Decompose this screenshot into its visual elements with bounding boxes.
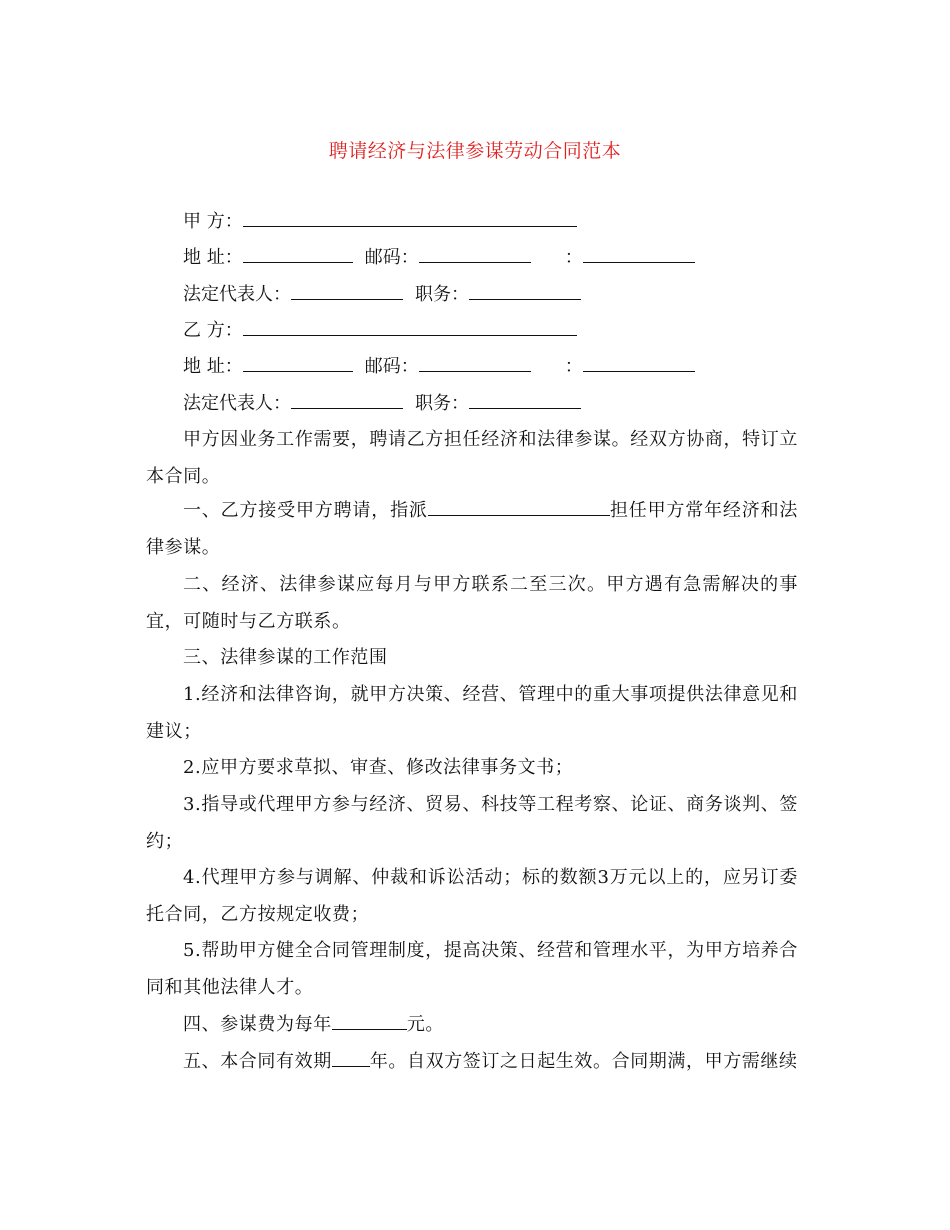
party-b-address-blank[interactable] (243, 355, 353, 372)
clause-1-blank[interactable] (428, 499, 610, 516)
party-b-phone-colon: ： (564, 356, 583, 377)
party-a-label: 甲 方： (183, 211, 243, 232)
clause-1 (146, 492, 798, 566)
clause-1-before: 一、乙方接受甲方聘请，指派 (183, 500, 428, 521)
party-b-label: 乙 方： (183, 320, 243, 341)
clause-5-blank[interactable] (332, 1050, 370, 1067)
party-b-position-blank[interactable] (469, 392, 581, 409)
clause-4-before: 四、参谋费为每年 (183, 1014, 332, 1035)
party-a-rep-row (183, 283, 581, 306)
party-a-phone-blank[interactable] (583, 246, 695, 263)
clause-1-after: 担任甲方常年经济和法律参谋。 (146, 500, 798, 558)
party-b-address-label: 地 址： (183, 356, 243, 377)
party-a-rep-label: 法定代表人： (183, 284, 291, 305)
clause-5-before: 五、本合同有效期 (183, 1051, 332, 1072)
scope-item-3: 3.指导或代理甲方参与经济、贸易、科技等工程考察、论证、商务谈判、签约； (146, 794, 798, 852)
party-b-postcode-blank[interactable] (419, 355, 531, 372)
party-b-position-label: 职务： (415, 393, 469, 414)
party-b-phone-blank[interactable] (583, 355, 695, 372)
party-a-position-blank[interactable] (469, 283, 581, 300)
scope-item-4: 4.代理甲方参与调解、仲裁和诉讼活动；标的数额3万元以上的，应另订委托合同，乙方按规定收费； (146, 867, 798, 925)
party-a-address-label: 地 址： (183, 247, 243, 268)
party-a-rep-blank[interactable] (291, 283, 403, 300)
party-b-rep-blank[interactable] (291, 392, 403, 409)
clause-5 (146, 1043, 798, 1080)
clause-4 (146, 1006, 798, 1043)
party-b-rep-row (183, 392, 581, 415)
clause-5-after: 年。自双方签订之日起生效。合同期满，甲方需继续 (369, 1051, 798, 1072)
scope-item-1: 1.经济和法律咨询，就甲方决策、经营、管理中的重大事项提供法律意见和建议； (146, 684, 798, 742)
party-a-position-label: 职务： (415, 284, 469, 305)
clause-4-after: 元。 (406, 1014, 445, 1035)
clause-2: 二、经济、法律参谋应每月与甲方联系二至三次。甲方遇有急需解决的事宜，可随时与乙方联系。 (146, 574, 798, 632)
party-a-phone-colon: ： (564, 247, 583, 268)
party-a-postcode-label: 邮码： (364, 247, 419, 268)
party-a-row (183, 210, 577, 233)
party-a-address-blank[interactable] (243, 246, 353, 263)
party-a-address-row (183, 246, 695, 269)
party-a-blank[interactable] (243, 210, 577, 227)
clause-4-blank[interactable] (332, 1013, 407, 1030)
party-b-address-row (183, 355, 695, 378)
party-b-row (183, 319, 577, 342)
party-a-postcode-blank[interactable] (419, 246, 531, 263)
party-b-rep-label: 法定代表人： (183, 393, 291, 414)
intro-paragraph: 甲方因业务工作需要，聘请乙方担任经济和法律参谋。经双方协商，特订立本合同。 (146, 429, 798, 487)
party-b-blank[interactable] (243, 319, 577, 336)
party-b-postcode-label: 邮码： (364, 356, 419, 377)
document-title: 聘请经济与法律参谋劳动合同范本 (328, 140, 622, 162)
scope-item-5: 5.帮助甲方健全合同管理制度，提高决策、经营和管理水平，为甲方培养合同和其他法律人才。 (146, 940, 798, 998)
scope-item-2: 2.应甲方要求草拟、审查、修改法律事务文书； (183, 757, 574, 778)
clause-3-heading: 三、法律参谋的工作范围 (183, 647, 388, 668)
